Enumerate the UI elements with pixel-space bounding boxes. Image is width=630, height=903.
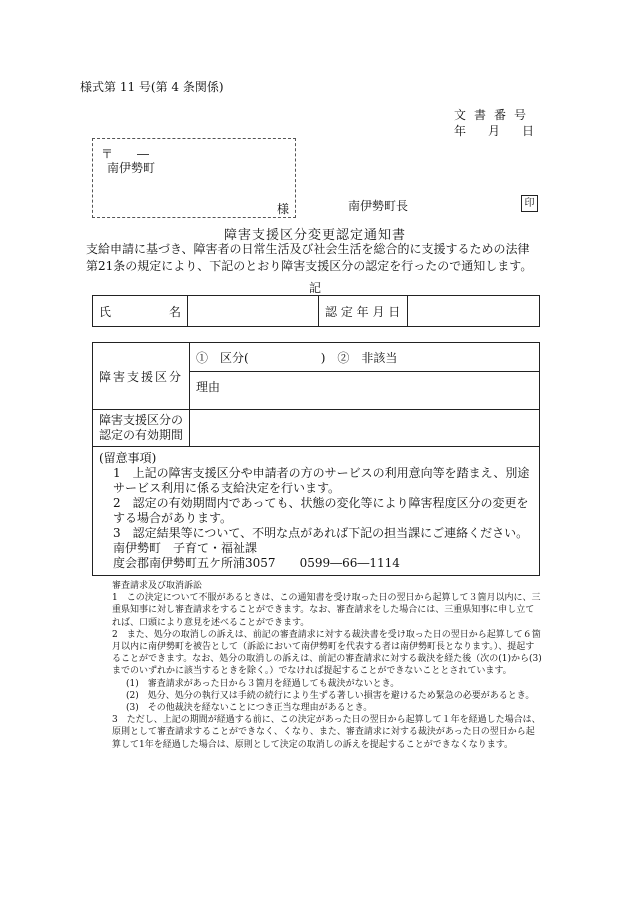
note-item: 3 認定結果等について、不明な点があれば下記の担当課にご連絡ください。 [113,526,529,540]
date-month: 月 [487,124,500,138]
ki-heading: 記 [308,281,321,295]
name-label-cell [93,296,188,327]
appeal-item-3: (3) その他裁決を経ないことにつき正当な理由があるとき。 [126,703,373,714]
intro-paragraph: 支給申請に基づき、障害者の日常生活及び社会生活を総合的に支援するための法律第21条の規定により、下記のとおり障害支援区分の認定を行ったので通知します。 [86,242,533,273]
contact-address: 度会郡南伊勢町五ケ所浦3057 [113,556,276,570]
note-item: 1 上記の障害支援区分や申請者の方のサービスの利用意向等を踏まえ、別途サービス利用に係る支給決定を行います。 [113,466,530,495]
certification-table [92,295,540,327]
appeal-paragraph-3: 3 ただし、上記の期間が経過する前に、この決定があった日の翌日から起算して１年を経過した場合は、原則として審査請求することができなく、くなり、また、審査請求に対する裁決があった日の翌日から起算して1年を経過した場合は、原則として決定の取消しの訴えを提起することができなくなります。 [112,715,541,750]
category-options-cell [190,343,540,372]
document-number-label: 文書番号 [453,108,534,122]
appeal-paragraph-1: 1 この決定について不服があるときは、この通知書を受け取った日の翌日から起算して３箇月以内に、三重県知事に対し審査請求をすることができます。なお、審査請求をした場合には、三重県知事に申し立てれば、口頭により意見を述べることができます。 [112,593,541,628]
document-title: 障害支援区分変更認定通知書 [223,228,406,243]
address-box [92,138,296,218]
date-line [432,122,534,139]
cert-date-value-cell[interactable] [408,296,540,327]
category-option-1[interactable]: ① 区分( ) [196,350,326,365]
recipient-town: 南伊勢町 [107,161,156,175]
category-option-2[interactable]: ② 非該当 [337,350,398,365]
issuer-name: 南伊勢町長 [348,199,409,213]
appeal-item-1: (1) 審査請求があった日から３箇月を経過しても裁決がないとき。 [126,678,400,689]
notes-cell [93,447,540,576]
validity-label-line-2: 認定の有効期間 [99,428,184,442]
cert-date-label: 認 定 年 月 日 [319,296,408,327]
seal-mark: 印 [521,195,538,212]
validity-label-line-1: 障害支援区分の [99,413,184,427]
validity-value-cell[interactable] [190,410,540,447]
recipient-honorific: 様 [276,202,289,216]
contact-dept: 南伊勢町 子育て・福祉課 [113,541,258,555]
name-label-1: 氏 [99,304,112,319]
appeal-item-2: (2) 処分、処分の執行又は手続の続行により生ずる著しい損害を避けるため緊急の必要があるとき。 [126,690,535,701]
form-number: 様式第 11 号(第 4 条関係) [80,80,224,94]
appeal-heading: 審査請求及び取消訴訟 [112,581,203,591]
name-value-cell[interactable] [188,296,319,327]
date-year: 年 [453,124,466,138]
date-day: 日 [521,124,534,138]
contact-line [99,556,533,571]
validity-label [93,410,190,447]
postal-mark: 〒 ― [101,147,150,161]
note-item: 2 認定の有効期間内であっても、状態の変化等により障害程度区分の変更をする場合があります。 [113,496,529,525]
category-label: 障害支援区分 [93,343,190,410]
notes-heading: (留意事項) [99,451,157,465]
contact-phone: 0599―66―1114 [299,556,400,570]
appeal-notice [112,580,542,751]
reason-cell [190,372,540,410]
appeal-paragraph-2: 2 また、処分の取消しの訴えは、前記の審査請求に対する裁決書を受け取った日の翌日から起算して６箇月以内に南伊勢町を被告として（訴訟において南伊勢町を代表する者は南伊勢町長となります。）、提起することができます。なお、処分の取消しの訴えは、前記の審査請求に対する裁決を経た後（次の(1)から(3)までのいずれかに該当するときを除く。）でなければ提起することができないこととされています。 [112,629,542,677]
name-label-2: 名 [168,304,181,319]
support-category-table [92,342,540,576]
reason-label: 理由 [196,380,221,394]
